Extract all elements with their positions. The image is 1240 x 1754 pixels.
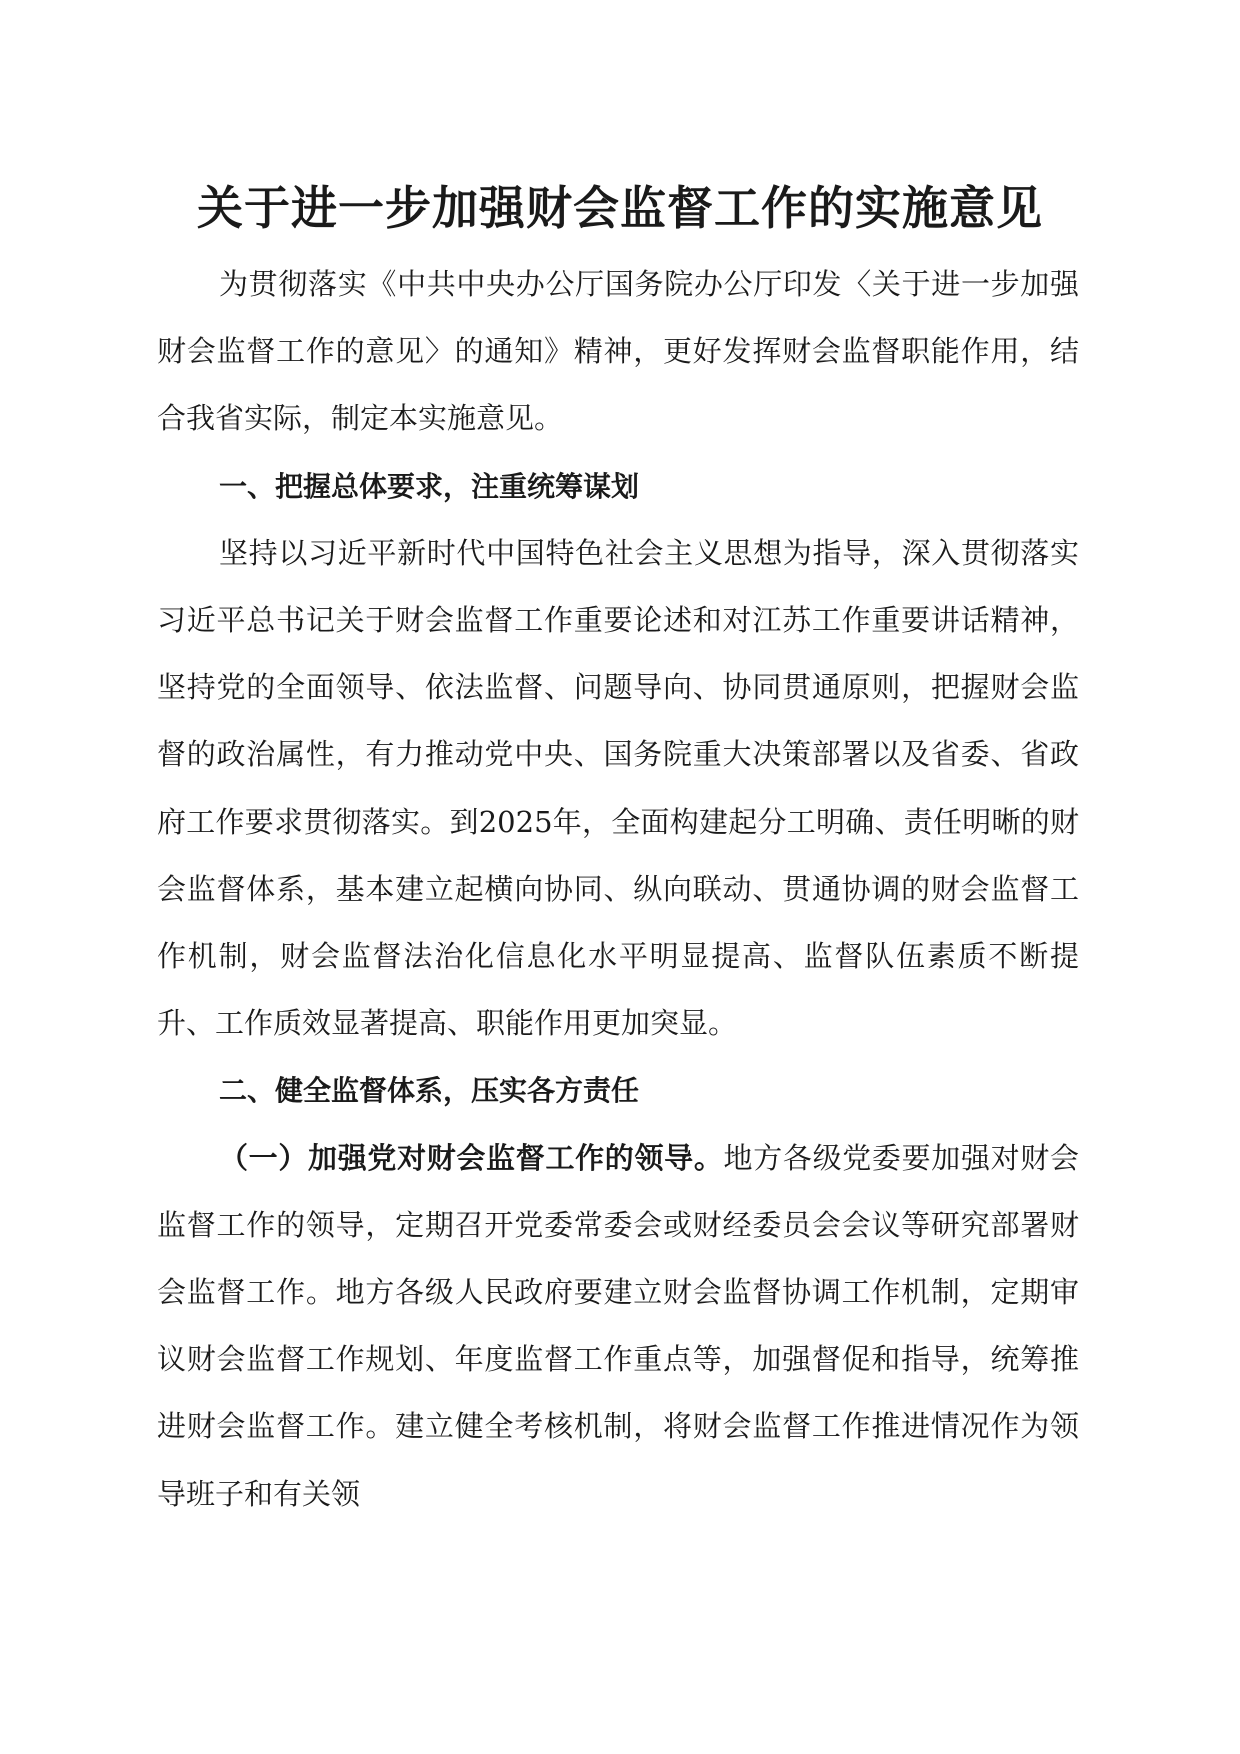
section-2-item-1-body: 地方各级党委要加强对财会监督工作的领导，定期召开党委常委会或财经委员会会议等研究部署财会监督工作。地方各级人民政府要建立财会监督协调工作机制，定期审议财会监督工作规划、年度监督工作重点等，加强督促和指导，统筹推进财会监督工作。建立健全考核机制，将财会监督工作推进情况作为领导班子和有关领 xyxy=(157,1140,1079,1511)
intro-paragraph: 为贯彻落实《中共中央办公厅国务院办公厅印发〈关于进一步加强财会监督工作的意见〉的通知》精神，更好发挥财会监督职能作用，结合我省实际，制定本实施意见。 xyxy=(157,267,1079,436)
section-2-heading: 二、健全监督体系，压实各方责任 xyxy=(219,1074,640,1108)
section-2-item-1-lead: （一）加强党对财会监督工作的领导。 xyxy=(219,1140,724,1175)
document-title: 关于进一步加强财会监督工作的实施意见 xyxy=(197,181,1043,235)
section-2-item-1-paragraph xyxy=(157,1125,1079,1528)
section-1-heading: 一、把握总体要求，注重统筹谋划 xyxy=(219,469,640,503)
section-1-paragraph: 坚持以习近平新时代中国特色社会主义思想为指导，深入贯彻落实习近平总书记关于财会监督工作重要论述和对江苏工作重要讲话精神，坚持党的全面领导、依法监督、问题导向、协同贯通原则，把握财会监督的政治属性，有力推动党中央、国务院重大决策部署以及省委、省政府工作要求贯彻落实。到2025年，全面构建起分工明确、责任明晰的财会监督体系，基本建立起横向协同、纵向联动、贯通协调的财会监督工作机制，财会监督法治化信息化水平明显提高、监督队伍素质不断提升、工作质效显著提高、职能作用更加突显。 xyxy=(157,535,1079,1041)
document-body xyxy=(157,251,1079,1528)
